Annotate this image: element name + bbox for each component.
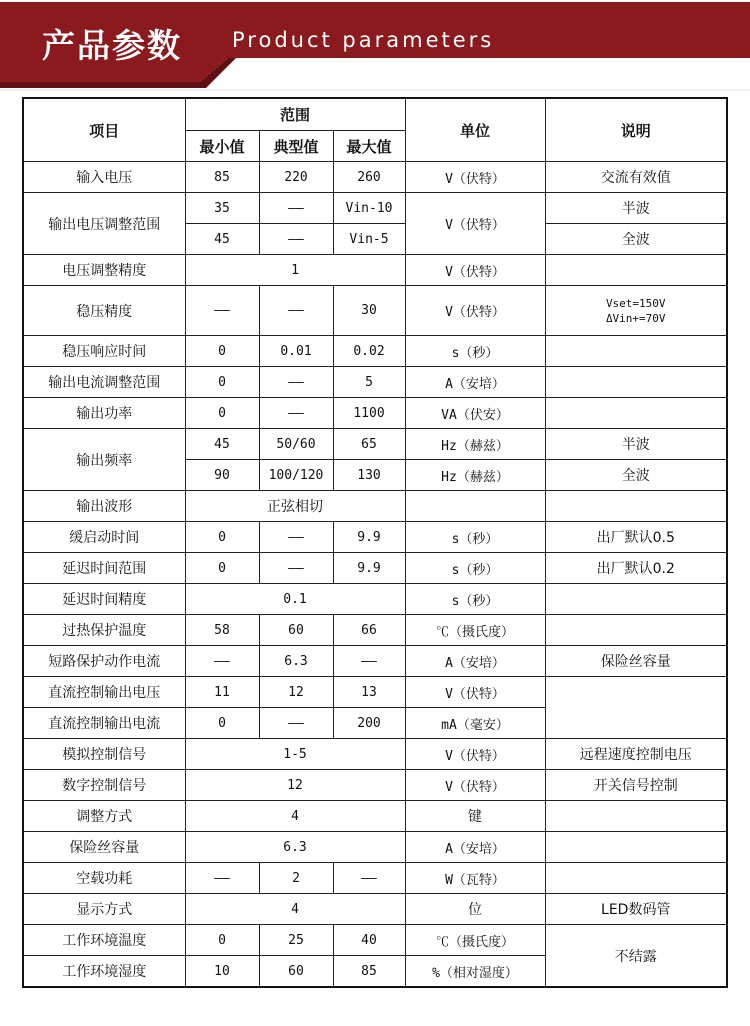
- row-max: Vin-5: [333, 224, 405, 255]
- row-item: 稳压精度: [23, 286, 185, 336]
- row-item: 调整方式: [23, 801, 185, 832]
- row-min: 0: [185, 367, 259, 398]
- row-range-merged: 1: [185, 255, 405, 286]
- table-row: [23, 553, 727, 584]
- table-row: [23, 770, 727, 801]
- row-max: 9.9: [333, 522, 405, 553]
- row-unit: V（伏特）: [405, 193, 545, 255]
- row-max: 66: [333, 615, 405, 646]
- row-max: ——: [333, 646, 405, 677]
- row-desc: [545, 832, 727, 863]
- table-row: [23, 863, 727, 894]
- row-min: ——: [185, 286, 259, 336]
- header-max: 最大值: [333, 131, 405, 162]
- row-max: 260: [333, 162, 405, 193]
- row-item: 保险丝容量: [23, 832, 185, 863]
- row-desc: 全波: [545, 460, 727, 491]
- row-item: 输出电压调整范围: [23, 193, 185, 255]
- table-row: [23, 162, 727, 193]
- row-unit: A（安培）: [405, 832, 545, 863]
- row-desc: [545, 584, 727, 615]
- row-desc: 半波: [545, 429, 727, 460]
- row-typ: ——: [259, 708, 333, 739]
- row-unit: s（秒）: [405, 584, 545, 615]
- banner-title: 产品参数: [42, 26, 182, 65]
- row-item: 数字控制信号: [23, 770, 185, 801]
- row-item: 延迟时间范围: [23, 553, 185, 584]
- parameters-table: [22, 97, 728, 988]
- row-typ: ——: [259, 286, 333, 336]
- row-unit: A（安培）: [405, 367, 545, 398]
- row-typ: 100/120: [259, 460, 333, 491]
- row-max: 40: [333, 925, 405, 956]
- row-unit: A（安培）: [405, 646, 545, 677]
- row-min: 11: [185, 677, 259, 708]
- row-item: 模拟控制信号: [23, 739, 185, 770]
- row-item: 显示方式: [23, 894, 185, 925]
- row-item: 工作环境温度: [23, 925, 185, 956]
- table-row: [23, 193, 727, 224]
- row-unit: [405, 491, 545, 522]
- header-item: 项目: [23, 98, 185, 162]
- row-desc: 远程速度控制电压: [545, 739, 727, 770]
- row-max: ——: [333, 863, 405, 894]
- row-min: ——: [185, 863, 259, 894]
- row-max: Vin-10: [333, 193, 405, 224]
- row-unit: V（伏特）: [405, 739, 545, 770]
- row-item: 过热保护温度: [23, 615, 185, 646]
- row-desc: LED数码管: [545, 894, 727, 925]
- row-range-merged: 4: [185, 801, 405, 832]
- row-max: 130: [333, 460, 405, 491]
- row-item: 输出电流调整范围: [23, 367, 185, 398]
- row-typ: ——: [259, 367, 333, 398]
- row-desc: [545, 801, 727, 832]
- row-max: 0.02: [333, 336, 405, 367]
- row-unit: 位: [405, 894, 545, 925]
- row-min: 85: [185, 162, 259, 193]
- row-min: 0: [185, 522, 259, 553]
- row-desc: [545, 336, 727, 367]
- desc-line-1: Vset=150V: [605, 296, 666, 310]
- row-item: 短路保护动作电流: [23, 646, 185, 677]
- row-unit: Hz（赫兹）: [405, 460, 545, 491]
- row-typ: 60: [259, 615, 333, 646]
- row-unit: V（伏特）: [405, 255, 545, 286]
- row-min: 45: [185, 429, 259, 460]
- row-typ: 2: [259, 863, 333, 894]
- header-min: 最小值: [185, 131, 259, 162]
- row-desc: 开关信号控制: [545, 770, 727, 801]
- row-typ: ——: [259, 224, 333, 255]
- row-unit: s（秒）: [405, 336, 545, 367]
- table-row: [23, 286, 727, 336]
- row-item: 输出波形: [23, 491, 185, 522]
- table-row: [23, 925, 727, 956]
- table-row: [23, 832, 727, 863]
- table-row: [23, 584, 727, 615]
- header-range: 范围: [185, 98, 405, 131]
- row-max: 9.9: [333, 553, 405, 584]
- row-unit: ℃（摄氏度）: [405, 925, 545, 956]
- row-max: 65: [333, 429, 405, 460]
- row-min: 58: [185, 615, 259, 646]
- row-typ: ——: [259, 193, 333, 224]
- row-typ: 220: [259, 162, 333, 193]
- row-typ: ——: [259, 553, 333, 584]
- row-desc: [545, 398, 727, 429]
- row-typ: 25: [259, 925, 333, 956]
- row-desc: [545, 863, 727, 894]
- row-desc: [545, 255, 727, 286]
- row-unit: W（瓦特）: [405, 863, 545, 894]
- table-row: [23, 522, 727, 553]
- table-row: [23, 646, 727, 677]
- row-range-merged: 0.1: [185, 584, 405, 615]
- row-min: 0: [185, 708, 259, 739]
- row-item: 输入电压: [23, 162, 185, 193]
- row-max: 85: [333, 956, 405, 988]
- row-item: 输出频率: [23, 429, 185, 491]
- row-item: 空载功耗: [23, 863, 185, 894]
- table-row: [23, 398, 727, 429]
- row-unit: 键: [405, 801, 545, 832]
- row-max: 5: [333, 367, 405, 398]
- row-range-merged: 4: [185, 894, 405, 925]
- row-min: 0: [185, 553, 259, 584]
- row-desc: [545, 286, 727, 336]
- row-desc: 全波: [545, 224, 727, 255]
- row-range-merged: 12: [185, 770, 405, 801]
- row-desc: 保险丝容量: [545, 646, 727, 677]
- table-row: [23, 336, 727, 367]
- row-item: 直流控制输出电流: [23, 708, 185, 739]
- row-desc: [545, 491, 727, 522]
- row-range-merged: 正弦相切: [185, 491, 405, 522]
- row-min: ——: [185, 646, 259, 677]
- row-min: 10: [185, 956, 259, 988]
- table-row: [23, 615, 727, 646]
- row-item: 工作环境湿度: [23, 956, 185, 988]
- row-typ: 50/60: [259, 429, 333, 460]
- row-unit: mA（毫安）: [405, 708, 545, 739]
- header-desc: 说明: [545, 98, 727, 162]
- row-min: 0: [185, 336, 259, 367]
- table-row: [23, 739, 727, 770]
- row-item: 直流控制输出电压: [23, 677, 185, 708]
- row-item: 稳压响应时间: [23, 336, 185, 367]
- row-min: 45: [185, 224, 259, 255]
- row-unit: s（秒）: [405, 522, 545, 553]
- desc-line-2: ΔVin+=70V: [605, 311, 666, 325]
- table-row: [23, 677, 727, 708]
- row-max: 30: [333, 286, 405, 336]
- row-max: 13: [333, 677, 405, 708]
- row-min: 0: [185, 398, 259, 429]
- row-max: 1100: [333, 398, 405, 429]
- row-desc: 半波: [545, 193, 727, 224]
- row-typ: 60: [259, 956, 333, 988]
- table-row: [23, 255, 727, 286]
- row-unit: Hz（赫兹）: [405, 429, 545, 460]
- row-desc: [545, 677, 727, 739]
- table-row: [23, 491, 727, 522]
- row-min: 90: [185, 460, 259, 491]
- header-banner: [0, 0, 750, 96]
- row-range-merged: 6.3: [185, 832, 405, 863]
- row-unit: V（伏特）: [405, 162, 545, 193]
- row-unit: %（相对湿度）: [405, 956, 545, 988]
- row-desc: 不结露: [545, 925, 727, 988]
- row-unit: VA（伏安）: [405, 398, 545, 429]
- row-typ: 0.01: [259, 336, 333, 367]
- row-desc: 交流有效值: [545, 162, 727, 193]
- row-desc: [545, 367, 727, 398]
- table-header-row: [23, 98, 727, 131]
- row-item: 电压调整精度: [23, 255, 185, 286]
- row-desc: 出厂默认0.2: [545, 553, 727, 584]
- row-desc: 出厂默认0.5: [545, 522, 727, 553]
- row-min: 35: [185, 193, 259, 224]
- row-unit: V（伏特）: [405, 770, 545, 801]
- row-typ: ——: [259, 398, 333, 429]
- row-range-merged: 1-5: [185, 739, 405, 770]
- table-row: [23, 894, 727, 925]
- table-row: [23, 801, 727, 832]
- row-typ: 6.3: [259, 646, 333, 677]
- row-unit: s（秒）: [405, 553, 545, 584]
- row-unit: V（伏特）: [405, 677, 545, 708]
- row-item: 缓启动时间: [23, 522, 185, 553]
- header-unit: 单位: [405, 98, 545, 162]
- table-row: [23, 367, 727, 398]
- row-unit: ℃（摄氏度）: [405, 615, 545, 646]
- table-row: [23, 429, 727, 460]
- row-max: 200: [333, 708, 405, 739]
- row-typ: 12: [259, 677, 333, 708]
- row-desc: [545, 615, 727, 646]
- row-typ: ——: [259, 522, 333, 553]
- row-unit: V（伏特）: [405, 286, 545, 336]
- header-typ: 典型值: [259, 131, 333, 162]
- row-item: 延迟时间精度: [23, 584, 185, 615]
- row-item: 输出功率: [23, 398, 185, 429]
- row-min: 0: [185, 925, 259, 956]
- banner-subtitle: Product parameters: [232, 28, 495, 52]
